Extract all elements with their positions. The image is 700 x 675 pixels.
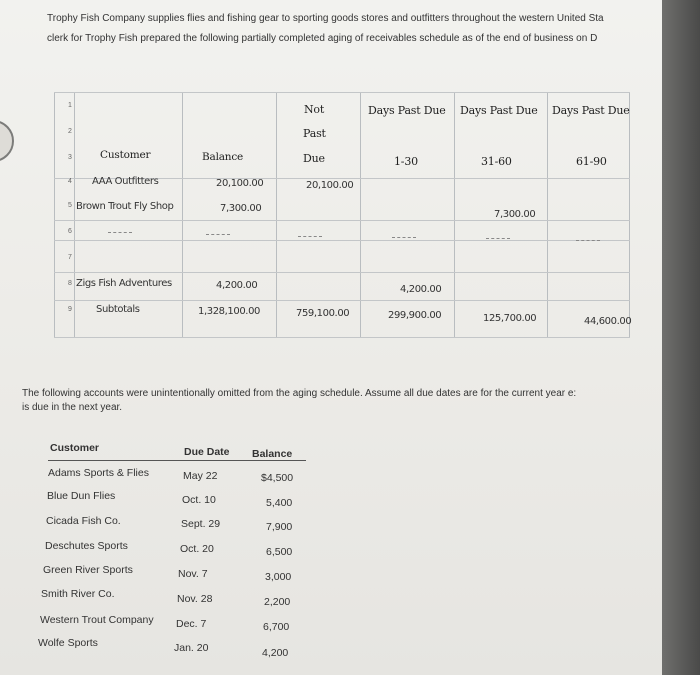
cell-1-30: 4,200.00 [400, 284, 442, 295]
omit-balance: 7,900 [266, 521, 293, 533]
omit-balance: 2,200 [264, 596, 291, 608]
header-days-past-due: Days Past Due [368, 104, 446, 117]
cell-customer: Zigs Fish Adventures [76, 278, 172, 289]
col-line [547, 92, 548, 338]
omit-balance: 6,500 [266, 546, 293, 558]
omit-balance: 5,400 [266, 497, 293, 509]
header-days-past-due: Days Past Due [552, 104, 630, 117]
row-number: 9 [68, 306, 72, 313]
subtotals-label: Subtotals [96, 304, 140, 315]
row-number: 4 [68, 178, 72, 185]
omit-header-customer: Customer [50, 442, 100, 454]
omit-customer: Blue Dun Flies [47, 490, 116, 502]
row-line [54, 337, 630, 338]
row-line [54, 240, 630, 241]
omit-balance: 4,200 [262, 647, 289, 659]
dash-placeholder [206, 234, 230, 235]
subtotal-balance: 1,328,100.00 [198, 306, 260, 317]
col-line [276, 92, 277, 338]
row-number: 8 [68, 280, 72, 287]
dash-placeholder [392, 237, 416, 238]
row-line [54, 220, 630, 221]
omit-header-balance: Balance [252, 448, 293, 460]
aging-schedule-table [54, 92, 630, 338]
row-line [54, 92, 630, 93]
omit-balance: 3,000 [265, 571, 292, 583]
dash-placeholder [486, 238, 510, 239]
dash-placeholder [576, 240, 600, 241]
omit-customer: Smith River Co. [41, 588, 115, 600]
omit-customer: Cicada Fish Co. [46, 515, 121, 527]
omit-due-date: Dec. 7 [176, 618, 207, 630]
omit-customer: Green River Sports [43, 564, 133, 576]
col-line [360, 92, 361, 338]
omit-customer: Deschutes Sports [45, 540, 128, 552]
header-1-30: 1-30 [394, 155, 418, 168]
row-number: 1 [68, 102, 72, 109]
header-days-past-due: Days Past Due [460, 104, 538, 117]
cell-not-past-due: 20,100.00 [306, 180, 354, 191]
omit-customer: Adams Sports & Flies [48, 467, 149, 479]
omit-due-date: Oct. 10 [182, 494, 216, 506]
row-number: 3 [68, 154, 72, 161]
omit-due-date: Jan. 20 [174, 642, 209, 654]
omit-due-date: May 22 [183, 470, 218, 482]
row-line [54, 272, 630, 273]
col-line [54, 92, 55, 338]
header-customer: Customer [100, 149, 151, 161]
omit-due-date: Nov. 7 [178, 568, 208, 580]
header-61-90: 61-90 [576, 155, 607, 168]
cell-balance: 7,300.00 [220, 203, 262, 214]
header-not-past-due: Not [304, 103, 325, 116]
dash-placeholder [298, 236, 322, 237]
subtotal-1-30: 299,900.00 [388, 310, 442, 321]
col-line [182, 92, 183, 338]
omit-due-date: Oct. 20 [180, 543, 214, 555]
header-balance: Balance [202, 151, 244, 163]
omitted-accounts-paragraph [22, 384, 652, 418]
subtotal-31-60: 125,700.00 [483, 313, 537, 324]
intro-text [47, 9, 627, 49]
omit-customer: Western Trout Company [40, 614, 154, 626]
cell-31-60: 7,300.00 [494, 209, 536, 220]
cell-balance: 20,100.00 [216, 178, 264, 189]
header-not-past-due: Past [303, 127, 326, 140]
intro-line-2: clerk for Trophy Fish prepared the following partially completed aging of receivables schedule as of the end of business on D [47, 33, 598, 44]
omit-balance: 6,700 [263, 621, 290, 633]
row-line [54, 300, 630, 301]
col-line [629, 92, 630, 338]
subtotal-61-90: 44,600.00 [584, 316, 632, 327]
background-edge [662, 0, 700, 675]
row-number: 6 [68, 228, 72, 235]
row-number: 2 [68, 128, 72, 135]
subtotal-not-past-due: 759,100.00 [296, 308, 350, 319]
intro-line-1: Trophy Fish Company supplies flies and fishing gear to sporting goods stores and outfitters throughout the western United Sta [47, 13, 604, 24]
omit-customer: Wolfe Sports [38, 637, 98, 649]
paragraph-line-2: is due in the next year. [22, 402, 123, 413]
omit-balance: $4,500 [261, 472, 294, 484]
paragraph-line-1: The following accounts were unintentionally omitted from the aging schedule. Assume all due dates are for the current year e: [22, 388, 577, 399]
cell-customer: AAA Outfitters [92, 176, 159, 187]
dash-placeholder [108, 232, 132, 233]
col-line [454, 92, 455, 338]
cell-customer: Brown Trout Fly Shop [76, 201, 174, 212]
omit-due-date: Sept. 29 [181, 518, 221, 530]
header-31-60: 31-60 [481, 155, 512, 168]
cell-balance: 4,200.00 [216, 280, 258, 291]
header-underline [48, 460, 306, 461]
row-number: 7 [68, 254, 72, 261]
row-number: 5 [68, 202, 72, 209]
binder-hole [0, 120, 14, 162]
header-not-past-due: Due [303, 152, 325, 165]
omit-due-date: Nov. 28 [177, 593, 213, 605]
omit-header-due-date: Due Date [184, 446, 230, 458]
